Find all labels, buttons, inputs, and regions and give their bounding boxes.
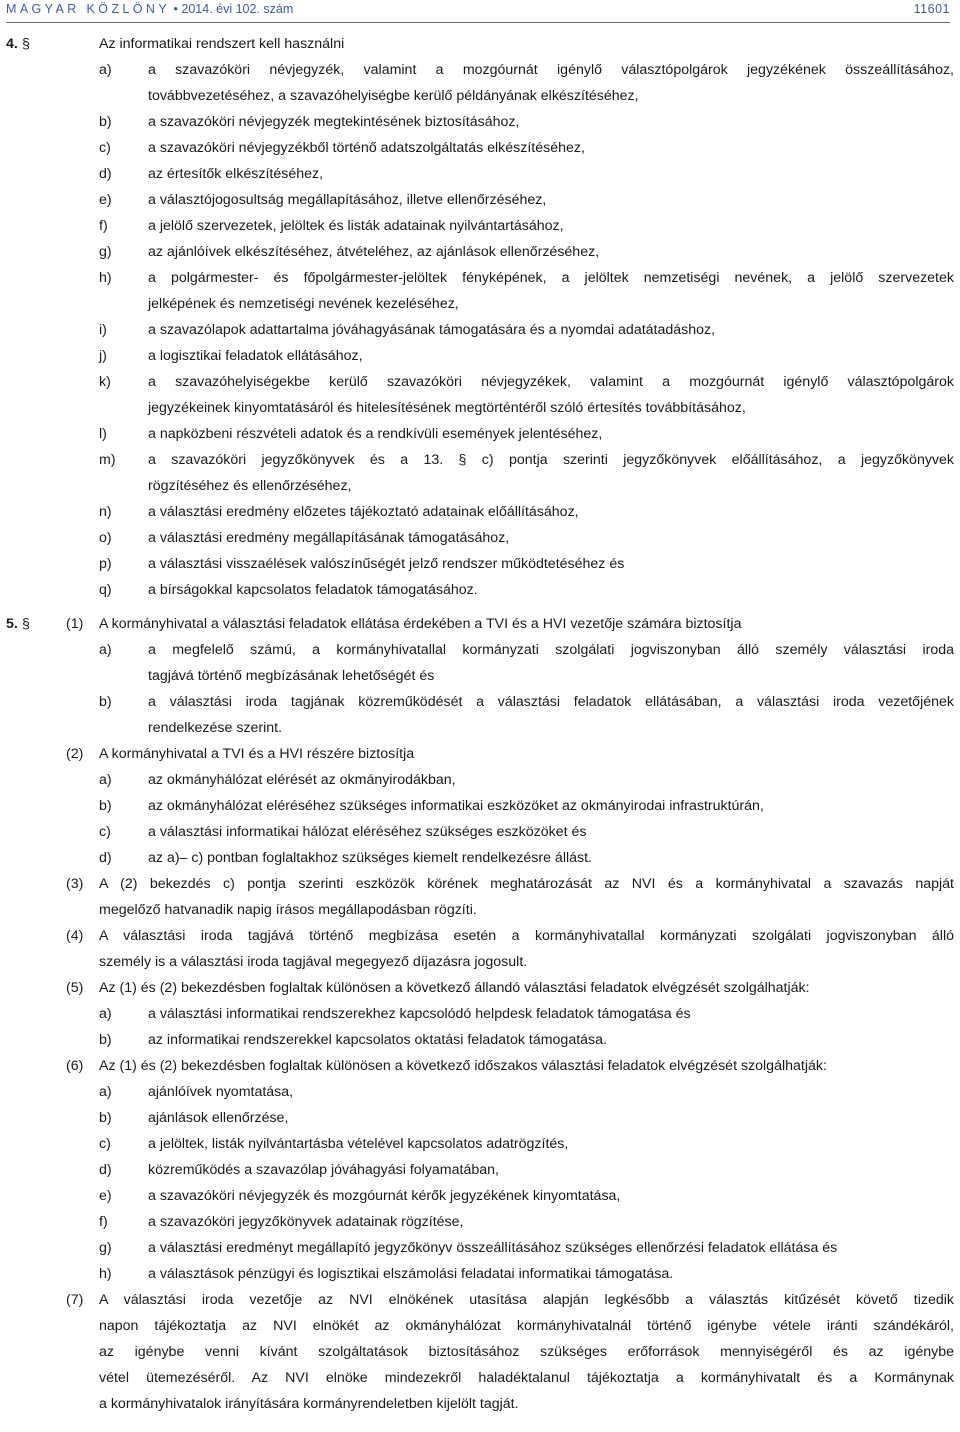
list-item (0, 421, 960, 447)
text-line (0, 1287, 960, 1313)
text-line (0, 317, 960, 343)
list-item (0, 637, 960, 689)
text-line (0, 551, 960, 577)
list-item (0, 1131, 960, 1157)
list-item (0, 1261, 960, 1287)
line-text: Az (1) és (2) bekezdésben foglaltak különösen a következő állandó választási feladatok elvégzését szolgálhatják: (99, 980, 810, 996)
item-letter: e) (99, 192, 112, 208)
line-text: az ajánlóívek elkészítéséhez, átvételéhez, az ajánlások ellenőrzéséhez, (148, 244, 600, 260)
text-line (0, 525, 960, 551)
text-line (0, 1235, 960, 1261)
item-letter: n) (99, 504, 112, 520)
item-letter: b) (99, 1032, 112, 1048)
line-text: a polgármester- és főpolgármester-jelöltek fényképének, a jelöltek nemzetiségi nevének, a jelölő szervezetek (148, 270, 954, 286)
item-letter: g) (99, 1240, 112, 1256)
text-line (0, 949, 960, 975)
text-line (0, 135, 960, 161)
text-line (0, 1209, 960, 1235)
text-line (0, 897, 960, 923)
text-line (0, 473, 960, 499)
line-text: a napközbeni részvételi adatok és a rendkívüli események jelentéséhez, (148, 426, 603, 442)
list-item (0, 343, 960, 369)
list-item (0, 551, 960, 577)
line-text: A (2) bekezdés c) pontja szerinti eszközök körének meghatározását az NVI és a kormányhivatal a szavazás napját (99, 876, 954, 892)
section-4-heading (0, 31, 960, 57)
list-item (0, 1235, 960, 1261)
text-line (0, 637, 960, 663)
line-text: a jelölő szervezetek, jelöltek és listák adatainak nyilvántartásához, (148, 218, 564, 234)
line-text: a választások pénzügyi és logisztikai elszámolási feladatai informatikai támogatása. (148, 1266, 674, 1282)
text-line (0, 663, 960, 689)
document-body (0, 31, 960, 1417)
list-item (0, 109, 960, 135)
paragraph (0, 741, 960, 871)
line-text: napon tájékoztatja az NVI elnökét az okmányhálózat kormányhivatalnál történő igénybe vétele iránti szándékáról, (99, 1318, 954, 1334)
text-line (0, 421, 960, 447)
item-letter: b) (99, 1110, 112, 1126)
list-item (0, 767, 960, 793)
text-line (0, 369, 960, 395)
section-symbol: § (22, 616, 30, 632)
line-text: a szavazóköri névjegyzékből történő adatszolgáltatás elkészítéséhez, (148, 140, 585, 156)
paragraph-number: (1) (66, 616, 84, 632)
line-text: A választási iroda tagjává történő megbízása esetén a kormányhivatallal kormányzati szolgálati jogviszonyban álló (99, 928, 954, 944)
line-text: A kormányhivatal a TVI és a HVI részére biztosítja (99, 746, 415, 762)
line-text: a szavazóköri jegyzőkönyvek és a 13. § c) pontja szerinti jegyzőkönyvek előállításához, a jegyzőkönyvek (148, 452, 954, 468)
text-line (0, 611, 960, 637)
line-text: a választási eredmény megállapításának támogatásához, (148, 530, 510, 546)
text-line (0, 343, 960, 369)
text-line (0, 715, 960, 741)
list-item (0, 161, 960, 187)
text-line (0, 395, 960, 421)
line-text: Az (1) és (2) bekezdésben foglaltak különösen a következő időszakos választási feladatok elvégzését szolgálhatják: (99, 1058, 827, 1074)
paragraph-number: (4) (66, 928, 84, 944)
paragraph (0, 1287, 960, 1417)
text-line (0, 83, 960, 109)
text-line (0, 213, 960, 239)
line-text: a szavazóköri jegyzőkönyvek adatainak rögzítése, (148, 1214, 464, 1230)
list-item (0, 265, 960, 317)
text-line (0, 845, 960, 871)
paragraph-number: (5) (66, 980, 84, 996)
item-letter: b) (99, 114, 112, 130)
line-text: rendelkezése szerint. (148, 720, 283, 736)
item-letter: j) (99, 348, 107, 364)
list-item (0, 793, 960, 819)
text-line (0, 291, 960, 317)
item-letter: c) (99, 824, 111, 840)
text-line (0, 577, 960, 603)
list-item (0, 369, 960, 421)
list-item (0, 1157, 960, 1183)
item-letter: a) (99, 1084, 112, 1100)
text-line (0, 1079, 960, 1105)
line-text: az a)– c) pontban foglaltakhoz szükséges kiemelt rendelkezésre állást. (148, 850, 592, 866)
paragraph (0, 611, 960, 741)
text-line (0, 1391, 960, 1417)
line-text: a szavazóköri névjegyzék, valamint a mozgóurnát igénylő választópolgárok jegyzékének összeállításához, (148, 62, 954, 78)
item-letter: m) (99, 452, 116, 468)
text-line (0, 57, 960, 83)
text-line (0, 767, 960, 793)
paragraph-number: (3) (66, 876, 84, 892)
line-text: rögzítéséhez és ellenőrzéséhez, (148, 478, 352, 494)
text-line (0, 161, 960, 187)
page-header (6, 0, 950, 23)
line-text: személy is a választási iroda tagjával megegyező díjazásra jogosult. (99, 954, 528, 970)
line-text: az okmányhálózat elérését az okmányirodákban, (148, 772, 456, 788)
item-letter: a) (99, 642, 112, 658)
item-letter: c) (99, 1136, 111, 1152)
text-line (0, 1339, 960, 1365)
line-text: a logisztikai feladatok ellátásához, (148, 348, 363, 364)
item-letter: a) (99, 772, 112, 788)
line-text: továbbvezetéséhez, a szavazóhelyiségbe kerülő példányának elkészítéséhez, (148, 88, 639, 104)
item-letter: h) (99, 1266, 112, 1282)
item-letter: h) (99, 270, 112, 286)
line-text: jegyzékeinek kinyomtatásáról és hitelesítésének megtörténtéről szóló értesítés továbbításához, (148, 400, 746, 416)
line-text: az értesítők elkészítéséhez, (148, 166, 324, 182)
list-item (0, 239, 960, 265)
text-line (0, 239, 960, 265)
paragraph-number: (2) (66, 746, 84, 762)
text-line (0, 1261, 960, 1287)
item-letter: b) (99, 798, 112, 814)
list-item (0, 499, 960, 525)
line-text: a jelöltek, listák nyilvántartásba vételével kapcsolatos adatrögzítés, (148, 1136, 569, 1152)
text-line (0, 1027, 960, 1053)
list-item (0, 819, 960, 845)
paragraph (0, 1053, 960, 1287)
list-item (0, 1079, 960, 1105)
line-text: vétel ütemezéséről. Az NVI elnöke mindezekről haladéktalanul tájékoztatja a kormányhivatalt és a Kormánynak (99, 1370, 954, 1386)
item-letter: c) (99, 140, 111, 156)
line-text: A választási iroda vezetője az NVI elnökének utasítása alapján legkésőbb a választás kitűzését követő tizedik (99, 1292, 954, 1308)
line-text: az igénybe venni kívánt szolgáltatások biztosításához szükséges erőforrások mennyiségéről és az igénybe (99, 1344, 954, 1360)
item-letter: g) (99, 244, 112, 260)
list-item (0, 317, 960, 343)
list-item (0, 577, 960, 603)
item-letter: o) (99, 530, 112, 546)
item-letter: f) (99, 1214, 108, 1230)
list-item (0, 845, 960, 871)
text-line (0, 1157, 960, 1183)
line-text: a szavazóhelyiségekbe kerülő szavazóköri névjegyzékek, valamint a mozgóurnát igénylő választópolgárok (148, 374, 954, 390)
line-text: A kormányhivatal a választási feladatok ellátása érdekében a TVI és a HVI vezetője számára biztosítja (99, 616, 742, 632)
text-line (0, 975, 960, 1001)
header-left (6, 0, 293, 18)
item-letter: e) (99, 1188, 112, 1204)
list-item (0, 135, 960, 161)
line-text: a választási informatikai rendszerekhez kapcsolódó helpdesk feladatok támogatása és (148, 1006, 691, 1022)
section-5 (0, 611, 960, 1417)
list-item (0, 689, 960, 741)
text-line (0, 187, 960, 213)
item-letter: d) (99, 850, 112, 866)
line-text: a kormányhivatalok irányítására kormányrendeletben kijelölt tagját. (99, 1396, 519, 1412)
item-letter: a) (99, 1006, 112, 1022)
section-number: 5. (6, 616, 18, 632)
line-text: ajánlások ellenőrzése, (148, 1110, 289, 1126)
text-line (0, 499, 960, 525)
line-text: a választási iroda tagjának közreműködését a választási feladatok ellátásában, a választási iroda vezetőjének (148, 694, 954, 710)
line-text: az okmányhálózat eléréséhez szükséges informatikai eszközöket az okmányirodai infrastruktúrán, (148, 798, 764, 814)
line-text: a megfelelő számú, a kormányhivatallal kormányzati szolgálati jogviszonyban álló személy választási iroda (148, 642, 954, 658)
line-text: a választási visszaélések valószínűségét jelző rendszer működtetéséhez és (148, 556, 625, 572)
list-item (0, 447, 960, 499)
paragraph (0, 923, 960, 975)
item-letter: k) (99, 374, 111, 390)
line-text: a választási eredményt megállapító jegyzőkönyv összeállításához szükséges ellenőrzési feladatok ellátása és (148, 1240, 838, 1256)
line-text: jelképének és nemzetiségi nevének kezeléséhez, (148, 296, 459, 312)
text-line (0, 1131, 960, 1157)
line-text: a választójogosultság megállapításához, illetve ellenőrzéséhez, (148, 192, 547, 208)
list-item (0, 1027, 960, 1053)
text-line (0, 265, 960, 291)
text-line (0, 923, 960, 949)
list-item (0, 213, 960, 239)
section-gap (0, 603, 960, 611)
text-line (0, 793, 960, 819)
text-line (0, 109, 960, 135)
text-line (0, 1053, 960, 1079)
text-line (0, 1365, 960, 1391)
list-item (0, 1001, 960, 1027)
section-number: 4. (6, 36, 18, 52)
line-text: a választási informatikai hálózat eléréséhez szükséges eszközöket és (148, 824, 587, 840)
line-text: tagjává történő megbízásának lehetőségét és (148, 668, 435, 684)
line-text: ajánlóívek nyomtatása, (148, 1084, 294, 1100)
list-item (0, 1105, 960, 1131)
list-item (0, 57, 960, 109)
line-text: az informatikai rendszerekkel kapcsolatos oktatási feladatok támogatása. (148, 1032, 607, 1048)
list-item (0, 525, 960, 551)
line-text: a választási eredmény előzetes tájékoztató adatainak előállításához, (148, 504, 579, 520)
page-number: 11601 (913, 2, 950, 16)
list-item (0, 1209, 960, 1235)
item-letter: l) (99, 426, 107, 442)
text-line (0, 1105, 960, 1131)
item-letter: b) (99, 694, 112, 710)
line-text: közreműködés a szavazólap jóváhagyási folyamatában, (148, 1162, 499, 1178)
list-item (0, 1183, 960, 1209)
item-letter: p) (99, 556, 112, 572)
text-line (0, 1001, 960, 1027)
paragraph (0, 871, 960, 923)
issue-info: • 2014. évi 102. szám (173, 2, 294, 16)
text-line (0, 741, 960, 767)
item-letter: d) (99, 1162, 112, 1178)
line-text: a szavazóköri névjegyzék és mozgóurnát kérők jegyzékének kinyomtatása, (148, 1188, 621, 1204)
item-letter: i) (99, 322, 107, 338)
text-line (0, 689, 960, 715)
item-letter: f) (99, 218, 108, 234)
item-letter: q) (99, 582, 112, 598)
text-line (0, 819, 960, 845)
line-text: a szavazólapok adattartalma jóváhagyásának támogatására és a nyomdai adatátadáshoz, (148, 322, 716, 338)
list-item (0, 187, 960, 213)
text-line (0, 447, 960, 473)
line-text: a szavazóköri névjegyzék megtekintésének biztosításához, (148, 114, 520, 130)
gazette-title: MAGYAR KÖZLÖNY (6, 2, 171, 16)
line-text: megelőző hatvanadik napig írásos megállapodásban rögzíti. (99, 902, 477, 918)
line-text: a bírságokkal kapcsolatos feladatok támogatásához. (148, 582, 478, 598)
paragraph-number: (7) (66, 1292, 84, 1308)
section-symbol: § (22, 36, 30, 52)
text-line (0, 1313, 960, 1339)
paragraph-number: (6) (66, 1058, 84, 1074)
paragraph (0, 975, 960, 1053)
item-letter: d) (99, 166, 112, 182)
section-intro: Az informatikai rendszert kell használni (99, 36, 345, 52)
item-letter: a) (99, 62, 112, 78)
text-line (0, 871, 960, 897)
section-4 (0, 31, 960, 603)
text-line (0, 1183, 960, 1209)
